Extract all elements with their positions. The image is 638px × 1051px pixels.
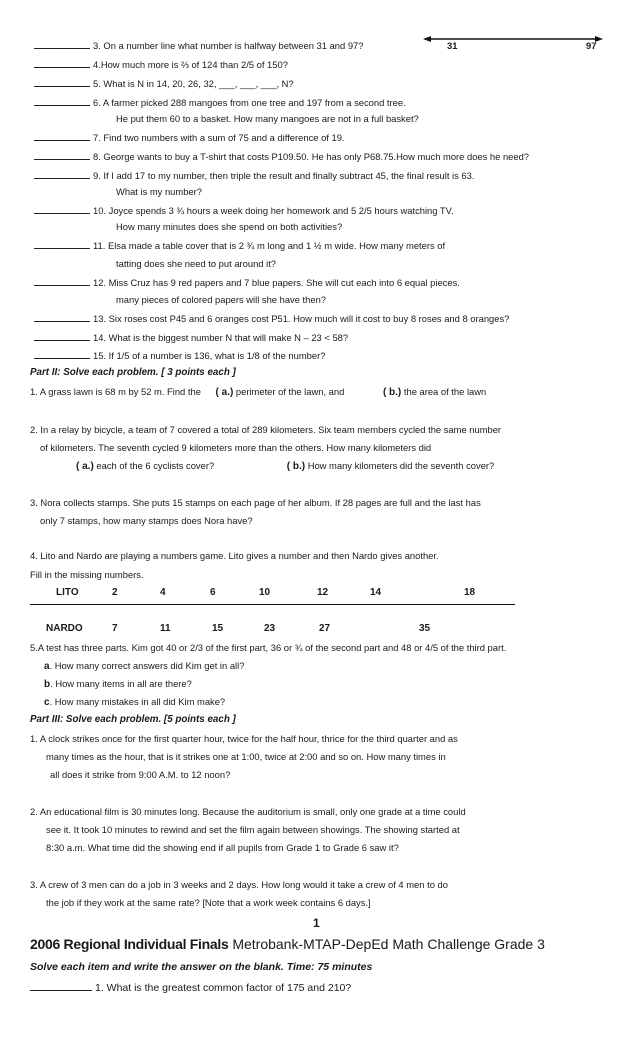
answer-blank[interactable] <box>34 170 90 179</box>
item-6: 6. A farmer picked 288 mangoes from one tree and 197 from a second tree. <box>34 97 406 109</box>
item-14: 14. What is the biggest number N that will make N – 23 < 58? <box>34 332 348 344</box>
part2-q5-a-label: a <box>44 661 50 672</box>
number-line-left-value: 31 <box>447 40 458 51</box>
item-10: 10. Joyce spends 3 ¾ hours a week doing her homework and 5 2/5 hours watching TV. <box>34 205 454 217</box>
answer-blank[interactable] <box>34 277 90 286</box>
item-13: 13. Six roses cost P45 and 6 oranges cost P51. How much will it cost to buy 8 roses and 8 oranges? <box>34 313 509 325</box>
part2-q2-b-label: ( b.) <box>286 461 306 472</box>
part3-q2-line1: 2. An educational film is 30 minutes long. Because the auditorium is small, only one grade at a time could <box>30 806 466 817</box>
part2-q5-a: a. How many correct answers did Kim get in all? <box>44 660 245 672</box>
part3-q1-line1: 1. A clock strikes once for the first quarter hour, twice for the half hour, thrice for the third quarter and as <box>30 733 458 744</box>
part2-q4-line2: Fill in the missing numbers. <box>30 569 144 580</box>
nardo-row <box>30 623 515 637</box>
item-10-cont: How many minutes does she spend on both activities? <box>116 221 343 232</box>
nardo-cell: 35 <box>419 623 431 634</box>
item-6-cont: He put them 60 to a basket. How many mangoes are not in a full basket? <box>116 113 419 124</box>
exam-title <box>30 936 545 952</box>
part2-q5-c-label: c <box>44 697 50 708</box>
item-11: 11. Elsa made a table cover that is 2 ¾ m long and 1 ½ m wide. How many meters of <box>34 240 445 252</box>
page-number: 1 <box>313 916 320 930</box>
part3-q2-line2: see it. It took 10 minutes to rewind and set the film again between showings. The showing started at <box>46 824 460 835</box>
lito-cell: 10 <box>259 587 271 598</box>
answer-blank[interactable] <box>34 97 90 106</box>
part2-q5-b-label: b <box>44 679 51 690</box>
answer-blank[interactable] <box>30 982 92 991</box>
part2-q3-line2: only 7 stamps, how many stamps does Nora have? <box>40 515 253 526</box>
answer-blank[interactable] <box>34 78 90 87</box>
part3-heading: Part III: Solve each problem. [5 points each ] <box>30 714 236 725</box>
part3-q2-line3: 8:30 a.m. What time did the showing end if all pupils from Grade 1 to Grade 6 saw it? <box>46 842 399 853</box>
item-3: 3. On a number line what number is halfway between 31 and 97? <box>34 40 363 52</box>
exam-title-rest: Metrobank-MTAP-DepEd Math Challenge Grade 3 <box>232 936 545 952</box>
answer-blank[interactable] <box>34 132 90 141</box>
lito-cell: 6 <box>210 587 216 598</box>
item-1: 1. What is the greatest common factor of 175 and 210? <box>30 982 351 994</box>
item-11-cont: tatting does she need to put around it? <box>116 258 277 269</box>
answer-blank[interactable] <box>34 40 90 49</box>
answer-blank[interactable] <box>34 240 90 249</box>
item-5: 5. What is N in 14, 20, 26, 32, ___, ___, ___, N? <box>34 78 294 90</box>
item-9: 9. If I add 17 to my number, then triple the result and finally subtract 45, the final result is 63. <box>34 170 474 182</box>
lito-cell: 12 <box>317 587 329 598</box>
nardo-cell: 15 <box>212 623 224 634</box>
part3-q3-line1: 3. A crew of 3 men can do a job in 3 weeks and 2 days. How long would it take a crew of 4 men to do <box>30 879 448 890</box>
exam-title-bold: 2006 Regional Individual Finals <box>30 936 229 952</box>
lito-cell: 18 <box>464 587 476 598</box>
part2-q2-line1: 2. In a relay by bicycle, a team of 7 covered a total of 289 kilometers. Six team members cycled the same number <box>30 424 502 435</box>
instructions: Solve each item and write the answer on the blank. Time: 75 minutes <box>30 961 373 973</box>
part2-q1: 1. A grass lawn is 68 m by 52 m. Find the ( a.) perimeter of the lawn, and ( b.) the area of the lawn <box>30 386 487 398</box>
part2-q5-c: c. How many mistakes in all did Kim make? <box>44 696 226 708</box>
number-line-right-value: 97 <box>586 40 597 51</box>
lito-cell: 2 <box>112 587 118 598</box>
answer-blank[interactable] <box>34 332 90 341</box>
part2-heading: Part II: Solve each problem. [ 3 points each ] <box>30 367 236 378</box>
table-divider <box>30 604 515 605</box>
nardo-cell: 23 <box>264 623 276 634</box>
item-8: 8. George wants to buy a T-shirt that costs P109.50. He has only P68.75.How much more does he need? <box>34 151 529 163</box>
nardo-cell: 27 <box>319 623 331 634</box>
part2-q2-line2: of kilometers. The seventh cycled 9 kilometers more than the others. How many kilometers did <box>40 442 432 453</box>
answer-blank[interactable] <box>34 350 90 359</box>
part2-q1-a-label: ( a.) <box>215 387 234 398</box>
lito-label: LITO <box>56 587 79 598</box>
answer-blank[interactable] <box>34 59 90 68</box>
item-7: 7. Find two numbers with a sum of 75 and a difference of 19. <box>34 132 345 144</box>
answer-blank[interactable] <box>34 313 90 322</box>
lito-cell: 4 <box>160 587 166 598</box>
part2-q2-a-label: ( a.) <box>76 461 94 472</box>
part2-q5-b: b. How many items in all are there? <box>44 678 192 690</box>
answer-blank[interactable] <box>34 151 90 160</box>
part2-q1-b-label: ( b.) <box>382 387 402 398</box>
part3-q3-line2: the job if they work at the same rate? [Note that a work week contains 6 days.] <box>46 897 371 908</box>
nardo-cell: 7 <box>112 623 118 634</box>
lito-row <box>30 587 515 601</box>
lito-cell: 14 <box>370 587 382 598</box>
item-4: 4.How much more is ⅔ of 124 than 2/5 of 150? <box>34 59 288 71</box>
item-9-cont: What is my number? <box>116 186 202 197</box>
part2-q5-line1: 5.A test has three parts. Kim got 40 or 2/3 of the first part, 36 or ¾ of the second part and 48 or 4/5 of the third part. <box>30 642 507 653</box>
part2-q2-parts: ( a.) each of the 6 cyclists cover? ( b.) How many kilometers did the seventh cover? <box>76 460 495 472</box>
nardo-cell: 11 <box>160 623 171 634</box>
answer-blank[interactable] <box>34 205 90 214</box>
part3-q1-line3: all does it strike from 9:00 A.M. to 12 noon? <box>50 769 231 780</box>
item-15: 15. If 1/5 of a number is 136, what is 1/8 of the number? <box>34 350 325 362</box>
item-12: 12. Miss Cruz has 9 red papers and 7 blue papers. She will cut each into 6 equal pieces. <box>34 277 460 289</box>
item-12-cont: many pieces of colored papers will she have then? <box>116 294 327 305</box>
part3-q1-line2: many times as the hour, that is it strikes one at 1:00, twice at 2:00 and so on. How many times in <box>46 751 446 762</box>
part2-q3-line1: 3. Nora collects stamps. She puts 15 stamps on each page of her album. If 28 pages are full and the last has <box>30 497 481 508</box>
part2-q4-line1: 4. Lito and Nardo are playing a numbers game. Lito gives a number and then Nardo gives another. <box>30 550 439 561</box>
nardo-label: NARDO <box>46 623 83 634</box>
